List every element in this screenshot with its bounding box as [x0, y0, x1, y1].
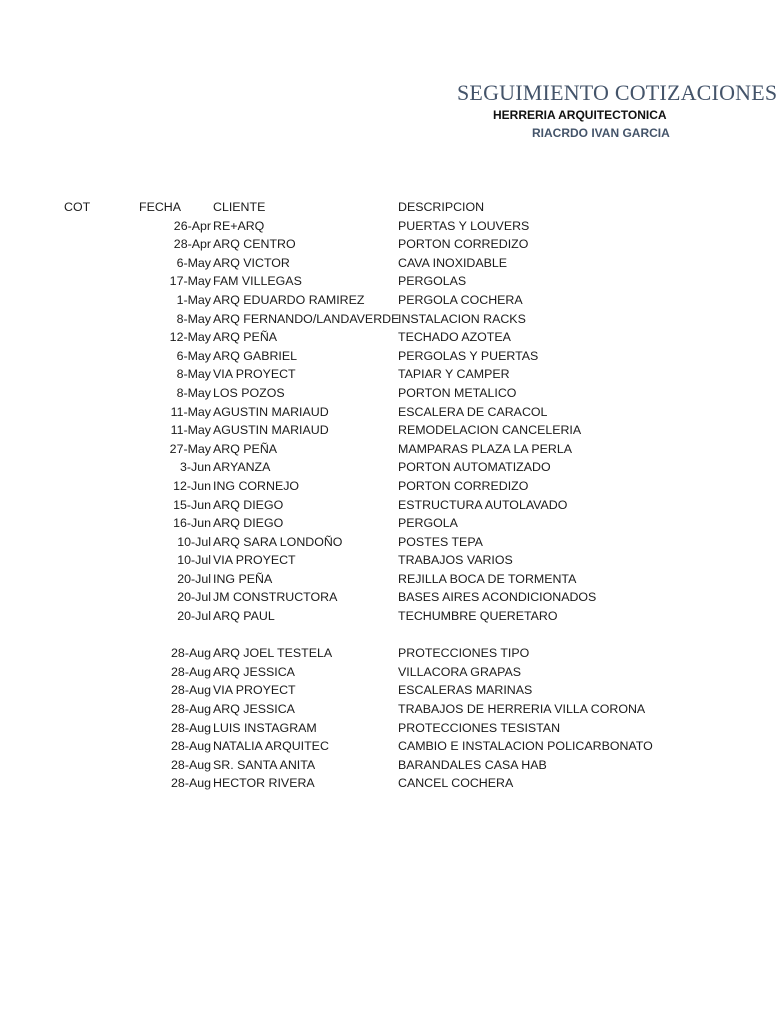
table-row: [0, 421, 768, 440]
cell-cliente: ARQ VICTOR: [213, 255, 290, 270]
cell-descripcion: CAVA INOXIDABLE: [398, 255, 508, 270]
cell-cliente: RE+ARQ: [213, 218, 265, 233]
cell-fecha: 28-Aug: [171, 720, 211, 735]
table-row: [0, 496, 768, 515]
table-row: [0, 328, 768, 347]
cell-cliente: ARQ CENTRO: [213, 237, 296, 252]
cell-cliente: HECTOR RIVERA: [213, 776, 315, 791]
cell-descripcion: PUERTAS Y LOUVERS: [398, 218, 530, 233]
column-header-descripcion: DESCRIPCION: [398, 200, 485, 214]
cell-descripcion: POSTES TEPA: [398, 534, 483, 549]
table-row: [0, 217, 768, 236]
cell-descripcion: PERGOLAS: [398, 274, 467, 289]
table-row: [0, 310, 768, 329]
cell-descripcion: MAMPARAS PLAZA LA PERLA: [398, 441, 572, 456]
cell-cliente: ARQ GABRIEL: [213, 348, 298, 363]
cell-fecha: 15-Jun: [173, 497, 211, 512]
cell-cliente: JM CONSTRUCTORA: [213, 590, 338, 605]
cell-descripcion: ESTRUCTURA AUTOLAVADO: [398, 497, 568, 512]
cell-cliente: ARQ PEÑA: [213, 330, 278, 345]
cell-fecha: 10-Jul: [177, 553, 211, 568]
cell-fecha: 20-Jul: [177, 609, 211, 624]
table-row: [0, 254, 768, 273]
table-row: [0, 737, 768, 756]
cell-fecha: 20-Jul: [177, 590, 211, 605]
cell-cliente: VIA PROYECT: [213, 683, 296, 698]
cell-descripcion: PROTECCIONES TIPO: [398, 646, 530, 661]
page-title: SEGUIMIENTO COTIZACIONES: [457, 80, 777, 105]
page-subtitle: HERRERIA ARQUITECTONICA: [493, 108, 667, 122]
cell-cliente: LUIS INSTAGRAM: [213, 720, 317, 735]
cell-fecha: 11-May: [170, 404, 211, 419]
cell-cliente: ARQ SARA LONDOÑO: [213, 534, 343, 549]
cell-descripcion: PORTON AUTOMATIZADO: [398, 460, 551, 475]
cell-descripcion: PERGOLAS Y PUERTAS: [398, 348, 539, 363]
table-row: [0, 235, 768, 254]
cell-fecha: 16-Jun: [173, 516, 211, 531]
cell-descripcion: REMODELACION CANCELERIA: [398, 423, 582, 438]
table-row: [0, 570, 768, 589]
table-row: [0, 384, 768, 403]
cell-descripcion: PORTON CORREDIZO: [398, 237, 529, 252]
cell-cliente: AGUSTIN MARIAUD: [213, 423, 329, 438]
cell-fecha: 28-Aug: [171, 739, 211, 754]
cell-cliente: ING PEÑA: [213, 571, 273, 586]
cell-descripcion: ESCALERAS MARINAS: [398, 683, 533, 698]
cell-descripcion: TRABAJOS DE HERRERIA VILLA CORONA: [398, 702, 646, 717]
cell-descripcion: PERGOLA: [398, 516, 458, 531]
cell-cliente: VIA PROYECT: [213, 553, 296, 568]
cell-cliente: SR. SANTA ANITA: [213, 757, 316, 772]
cell-descripcion: TAPIAR Y CAMPER: [398, 367, 510, 382]
cell-cliente: ARQ PEÑA: [213, 441, 278, 456]
table-row: [0, 663, 768, 682]
cell-fecha: 17-May: [169, 274, 211, 289]
cell-fecha: 6-May: [176, 255, 211, 270]
table-row: [0, 626, 768, 645]
cell-descripcion: PROTECCIONES TESISTAN: [398, 720, 561, 735]
table-row: [0, 440, 768, 459]
cell-descripcion: TECHADO AZOTEA: [398, 330, 511, 345]
cell-fecha: 28-Aug: [171, 702, 211, 717]
cell-cliente: LOS POZOS: [213, 385, 285, 400]
cell-fecha: 26-Apr: [173, 218, 211, 233]
cell-descripcion: ESCALERA DE CARACOL: [398, 404, 548, 419]
cell-cliente: ARQ JESSICA: [213, 702, 295, 717]
cell-cliente: ARQ DIEGO: [213, 497, 284, 512]
cell-descripcion: PORTON METALICO: [398, 385, 517, 400]
table-row: [0, 347, 768, 366]
cell-cliente: ARQ JOEL TESTELA: [213, 646, 333, 661]
cell-cliente: ING CORNEJO: [213, 478, 300, 493]
table-row: [0, 607, 768, 626]
cell-cliente: FAM VILLEGAS: [213, 274, 302, 289]
cell-fecha: 11-May: [170, 423, 211, 438]
table-row: [0, 700, 768, 719]
table-row: [0, 588, 768, 607]
cell-descripcion: REJILLA BOCA DE TORMENTA: [398, 571, 577, 586]
cell-descripcion: BASES AIRES ACONDICIONADOS: [398, 590, 597, 605]
cell-cliente: ARQ JESSICA: [213, 664, 295, 679]
table-row: [0, 719, 768, 738]
cell-descripcion: PERGOLA COCHERA: [398, 292, 523, 307]
quotes-table: [0, 198, 768, 793]
table-row: [0, 644, 768, 663]
cell-cliente: ARQ EDUARDO RAMIREZ: [213, 292, 365, 307]
cell-fecha: 8-May: [176, 367, 211, 382]
table-row: [0, 272, 768, 291]
table-row: [0, 458, 768, 477]
cell-fecha: 28-Aug: [171, 757, 211, 772]
cell-fecha: 8-May: [176, 311, 211, 326]
cell-cliente: ARQ FERNANDO/LANDAVERDE: [213, 311, 400, 326]
cell-fecha: 20-Jul: [177, 571, 211, 586]
cell-fecha: 28-Aug: [171, 683, 211, 698]
table-row: [0, 365, 768, 384]
table-header-row: [0, 198, 768, 217]
cell-cliente: AGUSTIN MARIAUD: [213, 404, 329, 419]
cell-fecha: 12-May: [169, 330, 211, 345]
cell-fecha: 12-Jun: [173, 478, 211, 493]
cell-descripcion: INSTALACION RACKS: [398, 311, 526, 326]
cell-descripcion: CAMBIO E INSTALACION POLICARBONATO: [398, 739, 653, 754]
cell-descripcion: TRABAJOS VARIOS: [398, 553, 513, 568]
cell-cliente: ARQ DIEGO: [213, 516, 284, 531]
cell-descripcion: TECHUMBRE QUERETARO: [398, 609, 558, 624]
cell-fecha: 28-Apr: [173, 237, 211, 252]
cell-descripcion: PORTON CORREDIZO: [398, 478, 529, 493]
cell-cliente: ARQ PAUL: [213, 609, 275, 624]
column-header-cot: COT: [64, 200, 91, 214]
cell-fecha: 28-Aug: [171, 646, 211, 661]
cell-fecha: 8-May: [176, 385, 211, 400]
cell-fecha: 6-May: [176, 348, 211, 363]
table-row: [0, 551, 768, 570]
table-row: [0, 403, 768, 422]
cell-fecha: 28-Aug: [171, 776, 211, 791]
column-header-cliente: CLIENTE: [213, 200, 266, 214]
cell-fecha: 3-Jun: [180, 460, 211, 475]
table-row: [0, 477, 768, 496]
cell-fecha: 10-Jul: [177, 534, 211, 549]
table-row: [0, 514, 768, 533]
table-row: [0, 774, 768, 793]
cell-descripcion: CANCEL COCHERA: [398, 776, 514, 791]
author-name: RIACRDO IVAN GARCIA: [532, 126, 670, 140]
cell-descripcion: BARANDALES CASA HAB: [398, 757, 547, 772]
table-row: [0, 291, 768, 310]
column-header-fecha: FECHA: [139, 200, 181, 214]
cell-fecha: 28-Aug: [171, 664, 211, 679]
cell-cliente: ARYANZA: [213, 460, 271, 475]
table-row: [0, 681, 768, 700]
table-row: [0, 533, 768, 552]
cell-cliente: VIA PROYECT: [213, 367, 296, 382]
cell-fecha: 1-May: [176, 292, 211, 307]
cell-descripcion: VILLACORA GRAPAS: [398, 664, 522, 679]
cell-cliente: NATALIA ARQUITEC: [213, 739, 329, 754]
table-row: [0, 756, 768, 775]
table-body: [0, 217, 768, 793]
cell-fecha: 27-May: [169, 441, 211, 456]
